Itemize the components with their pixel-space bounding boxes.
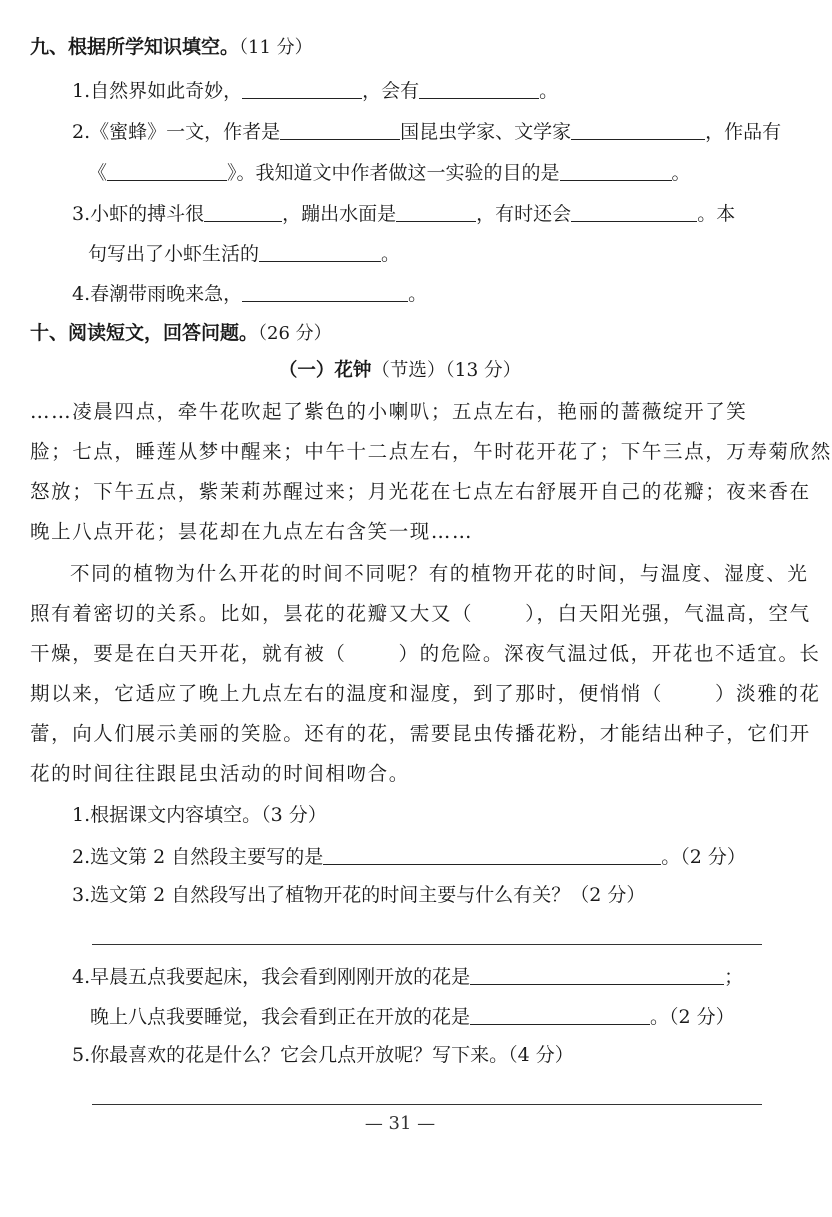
passage-para-2-text-e: 期以来，它适应了晚上九点左右的温度和湿度，到了那时，便悄悄（ xyxy=(30,682,664,705)
s9-q2-text-b: 国昆虫学家、文学家 xyxy=(400,121,572,143)
s9-q1-blank-1[interactable] xyxy=(242,80,362,99)
rq4-text-d: 。（2 分） xyxy=(650,1006,735,1028)
s9-q3-text-b: ，蹦出水面是 xyxy=(282,203,397,225)
passage-para-1-line-3: 怒放；下午五点，紫茉莉苏醒过来；月光花在七点左右舒展开自己的花瓣；夜来香在 xyxy=(30,480,811,503)
passage-para-2-text-c: 干燥，要是在白天开花，就有被（ xyxy=(30,642,347,665)
passage-note: （节选） xyxy=(371,360,446,381)
s9-q1-number: 1. xyxy=(72,80,91,102)
s9-q2-text-d: 《 xyxy=(88,162,108,184)
reading-question-2 xyxy=(72,846,746,867)
passage-para-1-line-4: 晚上八点开花；昙花却在九点左右含笑一现…… xyxy=(30,520,474,543)
s9-q3-blank-3[interactable] xyxy=(571,203,697,222)
reading-question-4-line-2 xyxy=(90,1006,735,1027)
s9-q4-number: 4. xyxy=(72,283,91,305)
s9-q2-blank-2[interactable] xyxy=(571,121,705,140)
rq2-text-a: 2.选文第 2 自然段主要写的是 xyxy=(72,846,324,868)
s9-q3-number: 3. xyxy=(72,203,91,225)
passage-para-2-line-6: 花的时间往往跟昆虫活动的时间相吻合。 xyxy=(30,762,410,785)
rq4-text-b: ； xyxy=(724,966,744,988)
s9-q4-text-a: 春潮带雨晚来急， xyxy=(90,283,243,305)
section-9-score: （11 分） xyxy=(239,37,313,58)
passage-para-2-text-d: ）的危险。深夜气温过低，开花也不适宜。长 xyxy=(398,642,821,665)
passage-score: （13 分） xyxy=(445,360,522,381)
passage-para-2-text-f: ）淡雅的花 xyxy=(715,682,821,705)
s9-q2-text-c: ，作品有 xyxy=(705,121,782,143)
reading-question-1: 1.根据课文内容填空。（3 分） xyxy=(72,804,327,826)
section-9-title: 九、根据所学知识填空。 xyxy=(30,36,240,58)
s9-q2-blank-1[interactable] xyxy=(280,121,400,140)
s9-q1-text-a: 自然界如此奇妙， xyxy=(90,80,243,102)
rq4-text-c: 晚上八点我要睡觉，我会看到正在开放的花是 xyxy=(90,1006,471,1028)
s9-q2-text-f: 。 xyxy=(671,162,691,184)
passage-para-2-line-5: 蕾，向人们展示美丽的笑脸。还有的花，需要昆虫传播花粉，才能结出种子，它们开 xyxy=(30,722,811,745)
rq2-text-b: 。（2 分） xyxy=(661,846,746,868)
s9-q4-blank-1[interactable] xyxy=(242,283,408,302)
s9-question-3-line-1 xyxy=(72,203,735,224)
s9-q3-blank-1[interactable] xyxy=(204,203,282,222)
reading-question-4-line-1 xyxy=(72,966,743,987)
s9-q4-text-b: 。 xyxy=(408,283,428,305)
s9-q3-text-c: ，有时还会 xyxy=(476,203,572,225)
section-10-score: （26 分） xyxy=(258,323,332,344)
passage-para-1-line-2: 脸；七点，睡莲从梦中醒来；中午十二点左右，午时花开花了；下午三点，万寿菊欣然 xyxy=(30,440,832,463)
s9-question-2-line-2 xyxy=(88,162,691,183)
s9-q3-text-d: 。本 xyxy=(697,203,736,225)
s9-q3-blank-4[interactable] xyxy=(259,243,381,262)
reading-question-5: 5.你最喜欢的花是什么？它会几点开放呢？写下来。（4 分） xyxy=(72,1044,574,1066)
rq2-blank[interactable] xyxy=(323,846,661,865)
passage-para-2-text-a: 照有着密切的关系。比如，昙花的花瓣又大又（ xyxy=(30,602,474,625)
rq4-blank-2[interactable] xyxy=(470,1006,650,1025)
rq4-text-a: 4.早晨五点我要起床，我会看到刚刚开放的花是 xyxy=(72,966,471,988)
rq3-answer-line[interactable] xyxy=(92,944,762,945)
reading-question-3: 3.选文第 2 自然段写出了植物开花的时间主要与什么有关？（2 分） xyxy=(72,884,646,906)
s9-question-3-line-2 xyxy=(88,243,400,264)
passage-para-2-line-3 xyxy=(30,644,821,664)
section-10-title: 十、阅读短文，回答问题。 xyxy=(30,322,259,344)
s9-q3-text-e: 句写出了小虾生活的 xyxy=(88,243,260,265)
page-number: — 31 — xyxy=(364,1113,436,1134)
section-9-heading xyxy=(30,38,313,57)
s9-q2-text-a: 《蜜蜂》一文，作者是 xyxy=(90,121,281,143)
s9-question-2-line-1 xyxy=(72,121,781,142)
s9-q3-blank-2[interactable] xyxy=(396,203,476,222)
passage-para-2-text-b: ），白天阳光强，气温高，空气 xyxy=(525,602,811,625)
s9-q2-text-e: 》。我知道文中作者做这一实验的目的是 xyxy=(227,162,560,184)
passage-subtitle xyxy=(0,362,800,381)
rq5-answer-line[interactable] xyxy=(92,1104,762,1105)
s9-q2-blank-4[interactable] xyxy=(560,162,672,181)
s9-q1-text-b: ，会有 xyxy=(362,80,420,102)
s9-q3-text-f: 。 xyxy=(381,243,401,265)
passage-para-2-line-1: 不同的植物为什么开花的时间不同呢？有的植物开花的时间，与温度、湿度、光 xyxy=(70,562,809,585)
s9-q2-blank-3[interactable] xyxy=(107,162,227,181)
passage-para-2-line-2 xyxy=(30,604,811,624)
passage-para-2-line-4 xyxy=(30,684,821,704)
rq4-blank-1[interactable] xyxy=(470,966,724,985)
passage-title: （一）花钟 xyxy=(278,360,372,381)
section-10-heading xyxy=(30,324,332,343)
s9-q2-number: 2. xyxy=(72,121,91,143)
passage-para-1-line-1: ……凌晨四点，牵牛花吹起了紫色的小喇叭；五点左右，艳丽的蔷薇绽开了笑 xyxy=(30,400,748,423)
s9-question-1 xyxy=(72,80,558,101)
s9-q3-text-a: 小虾的搏斗很 xyxy=(90,203,205,225)
s9-question-4 xyxy=(72,283,427,304)
s9-q1-text-c: 。 xyxy=(539,80,559,102)
s9-q1-blank-2[interactable] xyxy=(419,80,539,99)
